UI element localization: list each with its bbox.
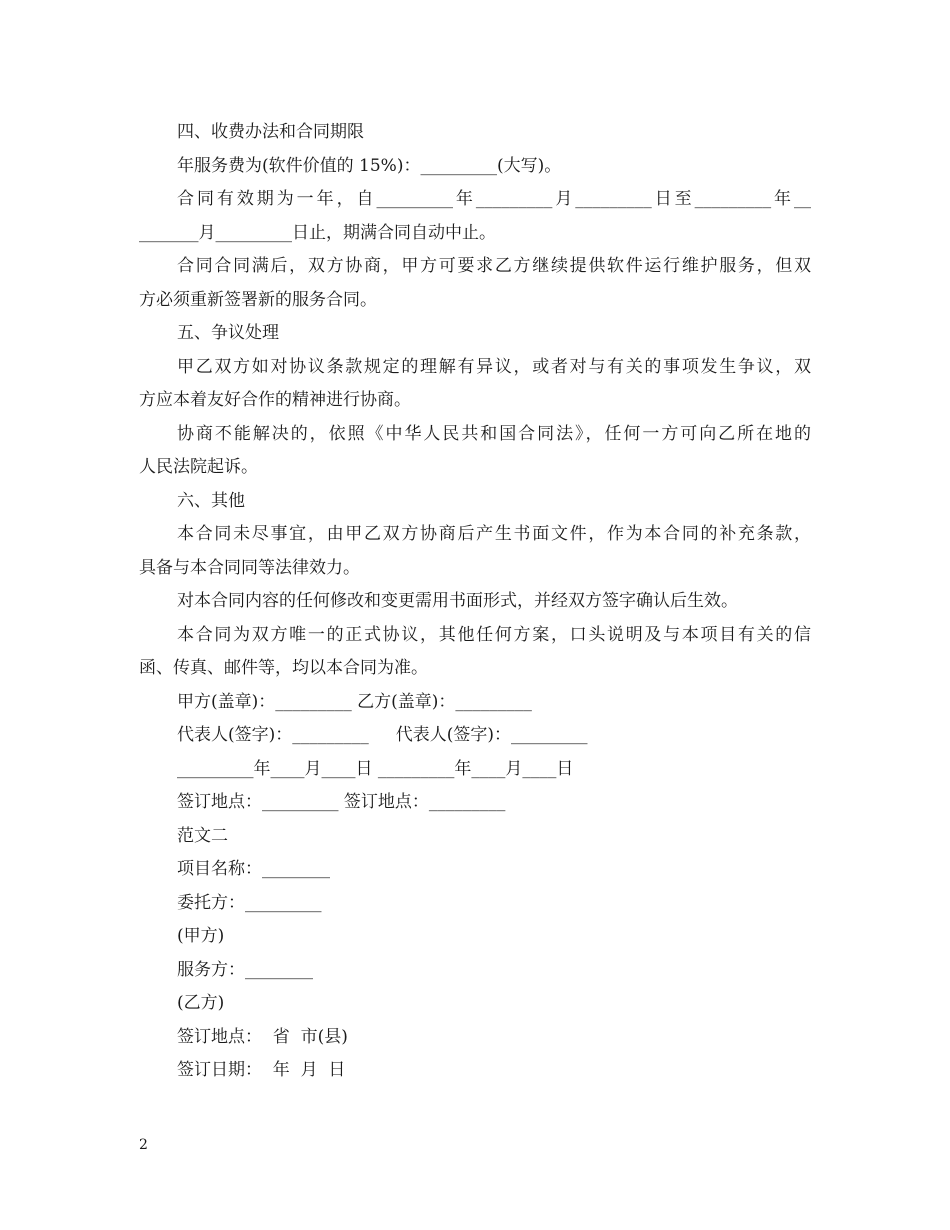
party-b-label: (乙方) [177,993,225,1013]
party-a-label: (甲方) [177,926,225,946]
document-body [139,116,811,1088]
signature-seal-line: 甲方(盖章)：_________ 乙方(盖章)：_________ [177,691,532,712]
signing-place-field: 签订地点： 省 市(县) [177,1026,348,1047]
signing-date-field: 签订日期： 年 月 日 [177,1060,346,1080]
section-heading-other: 六、其他 [177,490,245,511]
section-heading-fees-term: 四、收费办法和合同期限 [177,122,364,142]
paragraph-renewal-line-2: 方必须重新签署新的服务合同。 [139,289,377,310]
paragraph-supplement-line-2: 具备与本合同同等法律效力。 [139,557,360,578]
section-heading-dispute: 五、争议处理 [177,323,279,343]
paragraph-entire-agreement-line-2: 函、传真、邮件等，均以本合同为准。 [139,658,428,678]
paragraph-litigation-line-2: 人民法院起诉。 [139,457,258,477]
sample-two-heading: 范文二 [177,825,228,846]
service-provider-field: 服务方：________ [177,959,313,980]
signature-date-line: _________年____月____日 _________年____月____日 [177,758,574,779]
paragraph-validity-line-1: 合同有效期为一年，自_________年_________月_________日至_________年__ [177,189,811,209]
paragraph-entire-agreement-line-1: 本合同为双方唯一的正式协议，其他任何方案，口头说明及与本项目有关的信 [177,624,811,645]
project-name-field: 项目名称：________ [177,859,330,879]
paragraph-renewal-line-1: 合同合同满后，双方协商，甲方可要求乙方继续提供软件运行维护服务，但双 [177,256,811,276]
paragraph-supplement-line-1: 本合同未尽事宜，由甲乙双方协商后产生书面文件，作为本合同的补充条款， [177,524,811,544]
paragraph-annual-fee: 年服务费为(软件价值的 15%)：_________(大写)。 [177,155,562,176]
signature-place-line: 签订地点：_________ 签订地点：_________ [177,792,506,812]
paragraph-amendments: 对本合同内容的任何修改和变更需用书面形式，并经双方签字确认后生效。 [177,591,738,611]
paragraph-dispute-line-1: 甲乙双方如对协议条款规定的理解有异议，或者对与有关的事项发生争议，双 [177,356,811,377]
page-number: 2 [139,1137,148,1153]
paragraph-dispute-line-2: 方应本着友好合作的精神进行协商。 [139,390,411,410]
paragraph-litigation-line-1: 协商不能解决的，依照《中华人民共和国合同法》，任何一方可向乙所在地的 [177,423,811,444]
paragraph-validity-line-2: _______月_________日止，期满合同自动中止。 [139,222,496,243]
client-field: 委托方：_________ [177,892,322,913]
signature-representative-line: 代表人(签字)：_________ 代表人(签字)：_________ [177,725,588,745]
